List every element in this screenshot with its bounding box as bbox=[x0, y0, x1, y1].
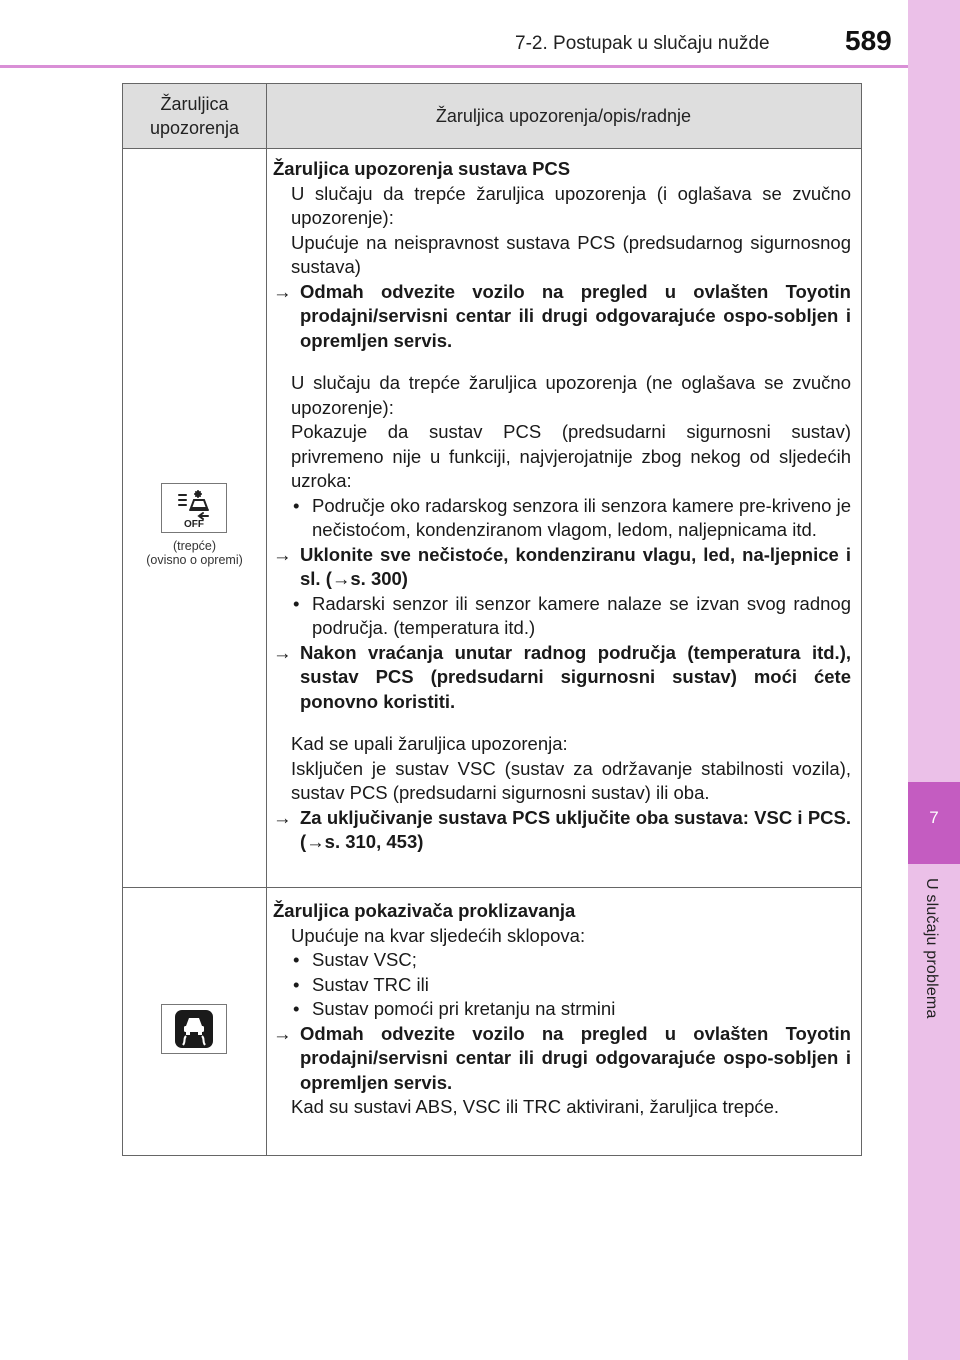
pcs-action-1: → Odmah odvezite vozilo na pregled u ovlašten Toyotin prodajni/servisni centar ili drugi odgovarajuće ospo-sobljen i opremljen servis. bbox=[273, 280, 851, 354]
header-divider bbox=[0, 65, 908, 68]
pcs-action-3: → Nakon vraćanja unutar radnog područja (temperatura itd.), sustav PCS (predsudarni sigurnosni sustav) moći ćete ponovno koristiti. bbox=[273, 641, 851, 715]
icon-caption-equipment: (ovisno o opremi) bbox=[146, 553, 243, 567]
warning-light-table bbox=[122, 83, 862, 1156]
pcs-condition-1: U slučaju da trepće žaruljica upozorenja (i oglašava se zvučno upozorenje): bbox=[291, 182, 851, 228]
side-tab bbox=[908, 0, 960, 1360]
pcs-description-1: Upućuje na neispravnost sustava PCS (predsudarnog sigurnosnog sustava) bbox=[291, 231, 851, 277]
chapter-number: 7 bbox=[929, 808, 939, 827]
pcs-title: Žaruljica upozorenja sustava PCS bbox=[273, 158, 571, 179]
section-title: 7-2. Postupak u slučaju nužde bbox=[515, 33, 770, 54]
svg-text:OFF: OFF bbox=[184, 519, 204, 528]
slip-note: Kad su sustavi ABS, VSC ili TRC aktivirani, žaruljica trepće. bbox=[291, 1096, 780, 1117]
chapter-title: U slučaju problema bbox=[923, 878, 940, 1019]
column-header-light: Žaruljica upozorenja bbox=[149, 94, 240, 138]
column-header-description: Žaruljica upozorenja/opis/radnje bbox=[435, 106, 692, 126]
slip-item-1: • Sustav VSC; bbox=[273, 948, 851, 973]
pcs-cause-2: • Radarski senzor ili senzor kamere nalaze se izvan svog radnog područja. (temperatura itd.) bbox=[273, 592, 851, 641]
slip-item-2: • Sustav TRC ili bbox=[273, 973, 851, 998]
pcs-description-cell bbox=[273, 157, 851, 855]
slip-title: Žaruljica pokazivača proklizavanja bbox=[273, 900, 576, 921]
page-number: 589 bbox=[845, 25, 892, 56]
slip-description: Upućuje na kvar sljedećih sklopova: bbox=[291, 924, 586, 946]
slip-indicator-icon bbox=[161, 1004, 227, 1054]
pcs-off-warning-icon bbox=[161, 483, 227, 533]
pcs-description-3: Isključen je sustav VSC (sustav za održavanje stabilnosti vozila), sustav PCS (predsudarni sigurnosni sustav) ili oba. bbox=[291, 757, 851, 803]
pcs-cause-1: • Područje oko radarskog senzora ili senzora kamere pre-kriveno je nečistoćom, kondenziranom vlagom, ledom, naljepnicama itd. bbox=[273, 494, 851, 543]
table-header bbox=[123, 84, 861, 149]
pcs-condition-3: Kad se upali žaruljica upozorenja: bbox=[291, 733, 568, 754]
slip-description-cell bbox=[273, 899, 851, 1120]
pcs-condition-2: U slučaju da trepće žaruljica upozorenja (ne oglašava se zvučno upozorenje): bbox=[291, 372, 851, 418]
slip-item-3: • Sustav pomoći pri kretanju na strmini bbox=[273, 997, 851, 1022]
pcs-description-2: Pokazuje da sustav PCS (predsudarni sigurnosni sustav) privremeno nije u funkciji, najvjerojatnije zbog nekog od sljedećih uzroka: bbox=[291, 421, 851, 491]
row-divider bbox=[123, 887, 861, 888]
slip-action: → Odmah odvezite vozilo na pregled u ovlašten Toyotin prodajni/servisni centar ili drugi odgovarajuće ospo-sobljen i opremljen servis. bbox=[273, 1022, 851, 1096]
icon-caption-blinking: (trepće) bbox=[172, 539, 217, 553]
column-divider bbox=[266, 84, 267, 1155]
pcs-action-2: → Uklonite sve nečistoće, kondenziranu vlagu, led, na-ljepnice i sl. (→s. 300) bbox=[273, 543, 851, 592]
pcs-action-4: → Za uključivanje sustava PCS uključite oba sustava: VSC i PCS. (→s. 310, 453) bbox=[273, 806, 851, 855]
